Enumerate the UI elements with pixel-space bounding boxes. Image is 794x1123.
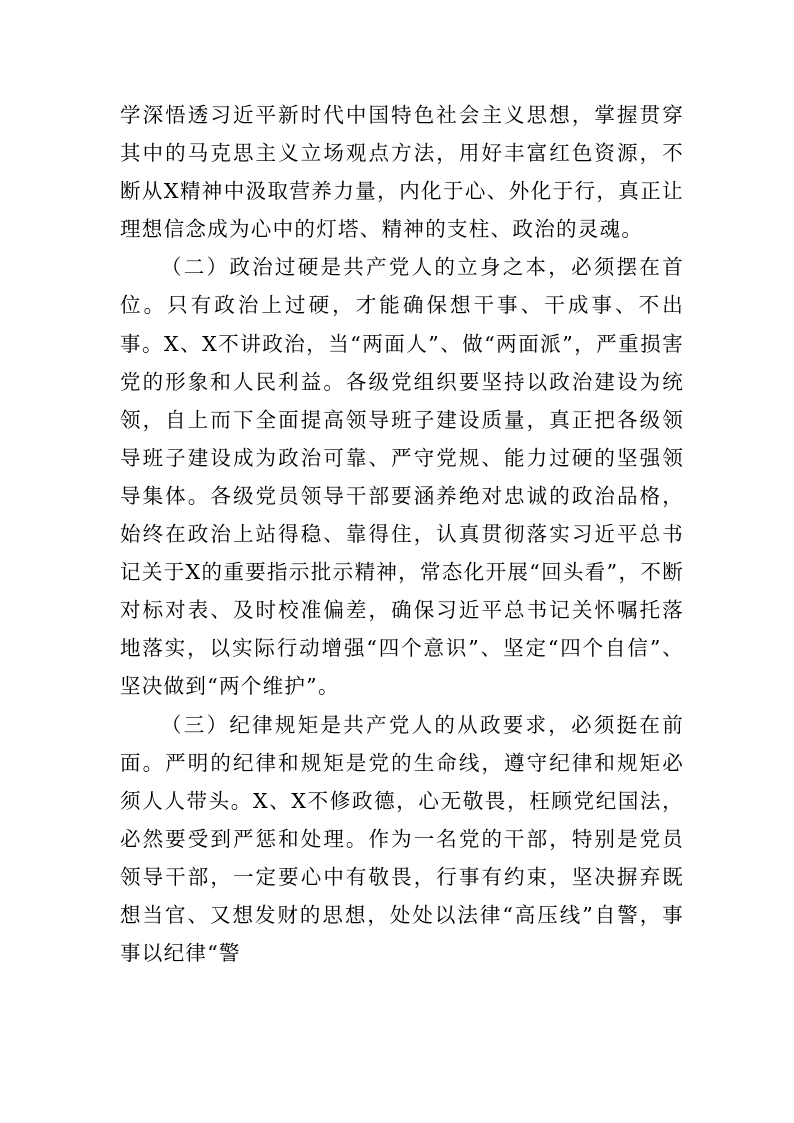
document-body xyxy=(120,96,684,972)
paragraph-2: （二）政治过硬是共产党人的立身之本，必须摆在首位。只有政治上过硬，才能确保想干事、干成事、不出事。X、X不讲政治，当“两面人”、做“两面派”，严重损害党的形象和人民利益。各级党组织要坚持以政治建设为统领，自上而下全面提高领导班子建设质量，真正把各级领导班子建设成为政治可靠、严守党规、能力过硬的坚强领导集体。各级党员领导干部要涵养绝对忠诚的政治品格，始终在政治上站得稳、靠得住，认真贯彻落实习近平总书记关于X的重要指示批示精神，常态化开展“回头看”，不断对标对表、及时校准偏差，确保习近平总书记关怀嘱托落地落实，以实际行动增强“四个意识”、坚定“四个自信”、坚决做到“两个维护”。 xyxy=(120,255,684,699)
paragraph-1: 学深悟透习近平新时代中国特色社会主义思想，掌握贯穿其中的马克思主义立场观点方法，用好丰富红色资源，不断从X精神中汲取营养力量，内化于心、外化于行，真正让理想信念成为心中的灯塔、精神的支柱、政治的灵魂。 xyxy=(120,103,684,242)
paragraph-3: （三）纪律规矩是共产党人的从政要求，必须挺在前面。严明的纪律和规矩是党的生命线，遵守纪律和规矩必须人人带头。X、X不修政德，心无敬畏，枉顾党纪国法，必然要受到严惩和处理。作为一名党的干部，特别是党员领导干部，一定要心中有敬畏，行事有约束，坚决摒弃既想当官、又想发财的思想，处处以法律“高压线”自警，事事以纪律“警 xyxy=(120,712,684,966)
